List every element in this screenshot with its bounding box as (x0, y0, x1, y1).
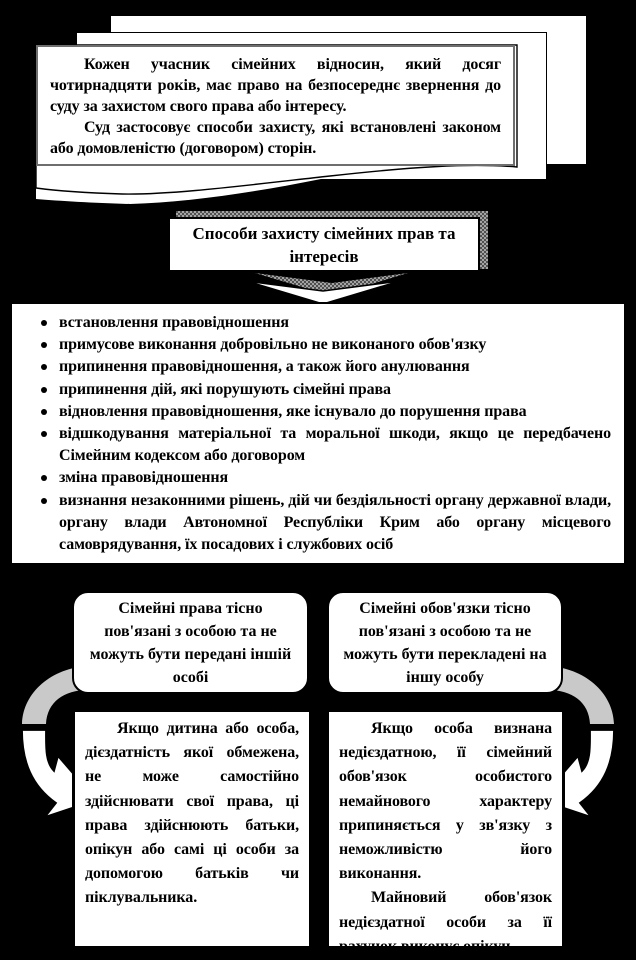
intro-paragraph-1: Кожен учасник сімейних відносин, який досяг чотирнадцяти років, має право на безпосереднє звернення до суду за захистом свого права або інтересу. (50, 56, 501, 115)
method-item: визнання незаконними рішень, дій чи бездіяльності органу державної влади, органу влади Автономної Республіки Крим або органу місцевого самоврядування, їх посадових і службових осіб (12, 490, 611, 557)
duties-heading: Сімейні обов'язки тісно пов'язані з особою та не можуть бути перекладені на іншу особу (343, 599, 547, 686)
method-item: примусове виконання добровільно не виконаного обов'язку (12, 334, 611, 356)
rights-detail-box (72, 709, 312, 949)
rights-heading-box (72, 591, 309, 694)
scheme-title-box (168, 217, 480, 272)
duties-detail-paragraph-2: Майновий обов'язок недієздатної особи за її рахунок виконує опікун. (339, 889, 552, 955)
intro-text-box (36, 45, 515, 166)
scheme-title: Способи захисту сімейних прав та інтересів (192, 223, 456, 266)
rights-heading: Сімейні права тісно пов'язані з особою та не можуть бути передані іншій особі (89, 599, 292, 686)
method-item: відновлення правовідношення, яке існувало до порушення права (12, 401, 611, 423)
intro-paragraph-2: Суд застосовує способи захисту, які встановлені законом або домовленістю (договором) сторін. (50, 119, 501, 157)
duties-detail-paragraph-1: Якщо особа визнана недієздатною, її сімейний обов'язок особистого немайнового характеру припиняється у зв'язку з неможливістю його виконання. (339, 720, 552, 883)
protection-methods-list (12, 304, 624, 556)
method-item: припинення дій, які порушують сімейні права (12, 379, 611, 401)
duties-detail-box (326, 709, 565, 955)
method-item: встановлення правовідношення (12, 312, 611, 334)
method-item: припинення правовідношення, а також його анулювання (12, 356, 611, 378)
protection-methods-box (10, 302, 626, 565)
rights-detail-paragraph: Якщо дитина або особа, дієздатність якої обмежена, не може самостійно здійснювати свої права, ці права здійснюють батьки, опікун або самі ці особи за допомогою батьків чи піклувальника. (85, 720, 299, 907)
method-item: зміна правовідношення (12, 467, 611, 489)
duties-heading-box (327, 591, 563, 694)
method-item: відшкодування матеріальної та моральної шкоди, якщо це передбачено Сімейним кодексом або договором (12, 423, 611, 467)
